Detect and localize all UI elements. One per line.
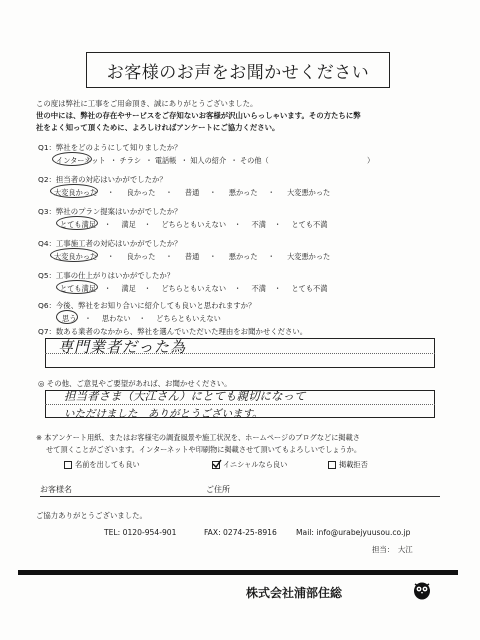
- other-comments-label: ◎ その他、ご意見やご要望があれば、お聞かせください。: [38, 379, 232, 388]
- name-option-full[interactable]: [64, 460, 140, 470]
- q4-option[interactable]: 普通: [184, 252, 200, 261]
- name-option-initials[interactable]: [212, 460, 287, 470]
- q2-option[interactable]: 悪かった: [228, 188, 258, 197]
- q6-option[interactable]: 思う: [62, 314, 77, 323]
- q4-option[interactable]: 大変良かった: [54, 252, 98, 261]
- publication-notice: [36, 432, 456, 456]
- q5-option[interactable]: 不満: [251, 284, 266, 293]
- q1-option[interactable]: 電話帳: [154, 156, 177, 165]
- page-title: お客様のお声をお聞かせください: [86, 52, 390, 88]
- q6-label: Q6：今後、弊社をお知り合いに紹介しても良いと思われますか？: [38, 301, 256, 310]
- name-option-refuse[interactable]: [328, 460, 368, 470]
- customer-name-line[interactable]: [40, 496, 192, 497]
- q3-option[interactable]: とても不満: [291, 220, 328, 229]
- q3-options: とても満足 ・ 満足 ・ どちらともいえない ・ 不満 ・ とても不満: [60, 220, 328, 229]
- checkbox-label: イニシャルなら良い: [223, 460, 288, 469]
- q1-option-close: ）: [367, 156, 375, 165]
- notice-line-2: せて頂くことがございます。インターネットや印刷物に掲載させて頂いてもよろしいでしょうか。: [46, 445, 362, 454]
- q6-option[interactable]: 思わない: [101, 314, 131, 323]
- q2-options: 大変良かった ・ 良かった ・ 普通 ・ 悪かった ・ 大変悪かった: [54, 188, 331, 197]
- check-mark-icon: [212, 459, 222, 469]
- q5-option[interactable]: とても満足: [60, 284, 96, 293]
- intro-text: [36, 98, 456, 134]
- address-line[interactable]: [180, 496, 440, 497]
- q2-option[interactable]: 大変良かった: [54, 188, 98, 197]
- q1-option[interactable]: インターネット: [56, 156, 106, 165]
- q1-option[interactable]: 知人の紹介: [190, 156, 227, 165]
- person-in-charge: 担当： 大江: [372, 545, 413, 554]
- q3-option[interactable]: 不満: [251, 220, 266, 229]
- comment-handwritten-line-2: いただけました ありがとうございます。: [64, 408, 263, 420]
- q3-option[interactable]: どちらともいえない: [161, 220, 227, 229]
- q5-label: Q5：工事の仕上がりはいかがでしたか？: [38, 271, 175, 280]
- q6-answer-circle: [56, 310, 78, 324]
- intro-line-3: 社をよく知って頂くために、よろしければアンケートにご協力ください。: [36, 123, 280, 132]
- q2-answer-circle: [50, 184, 98, 198]
- q4-options: 大変良かった ・ 良かった ・ 普通 ・ 悪かった ・ 大変悪かった: [54, 252, 331, 261]
- q5-option[interactable]: 満足: [121, 284, 136, 293]
- q4-option[interactable]: 悪かった: [228, 252, 258, 261]
- q4-answer-circle: [50, 248, 98, 262]
- q1-label: Q1：弊社をどのようにして知りましたか？: [38, 143, 182, 152]
- q5-option[interactable]: どちらともいえない: [161, 284, 227, 293]
- q3-option[interactable]: 満足: [121, 220, 136, 229]
- contact-tel: TEL: 0120-954-901: [104, 528, 177, 537]
- notice-line-1: ※ 本アンケート用紙、またはお客様宅の調査風景や施工状況を、ホームページのブログなどに掲載さ: [36, 433, 360, 442]
- company-name: 株式会社浦部住総: [246, 586, 343, 600]
- checkbox[interactable]: [64, 461, 72, 469]
- q5-answer-circle: [56, 280, 98, 294]
- q3-label: Q3：弊社のプラン提案はいかがでしたか？: [38, 207, 182, 216]
- contact-fax: FAX: 0274-25-8916: [204, 528, 277, 537]
- q3-answer-circle: [56, 216, 98, 230]
- address-label: ご住所: [206, 485, 230, 494]
- q2-option[interactable]: 普通: [184, 188, 200, 197]
- q7-label: Q7：数ある業者のなかから、弊社を選んでいただいた理由をお聞かせください。: [38, 327, 308, 336]
- q7-handwritten-answer: 専門業者だった為: [58, 338, 187, 356]
- customer-name-label: お客様名: [40, 485, 72, 494]
- q3-option[interactable]: とても満足: [60, 220, 96, 229]
- q1-option[interactable]: チラシ: [119, 156, 142, 165]
- q4-option[interactable]: 大変悪かった: [287, 252, 331, 261]
- comment-handwritten-line-1: 担当者さま（大江さん）にとても親切になって: [64, 389, 306, 403]
- contact-mail: Mail: info@urabejyuusou.co.jp: [296, 528, 411, 537]
- checkbox[interactable]: [328, 461, 336, 469]
- q5-option[interactable]: とても不満: [291, 284, 328, 293]
- q6-option[interactable]: どちらともいえない: [156, 314, 221, 323]
- thanks-text: ご協力ありがとうございました。: [36, 511, 147, 520]
- q1-option[interactable]: その他（: [239, 156, 269, 165]
- q2-option[interactable]: 大変悪かった: [287, 188, 331, 197]
- q2-option[interactable]: 良かった: [126, 188, 156, 197]
- q4-label: Q4：工事施工者の対応はいかがでしたか？: [38, 239, 182, 248]
- q1-options: インターネット ・ チラシ ・ 電話帳 ・ 知人の紹介 ・ その他（ ）: [56, 156, 375, 165]
- checkbox-label: 掲載拒否: [339, 460, 368, 469]
- q1-answer-circle: [52, 152, 92, 166]
- comment-divider: [45, 404, 435, 405]
- q4-option[interactable]: 良かった: [126, 252, 156, 261]
- q2-label: Q2：担当者の対応はいかがでしたか？: [38, 175, 167, 184]
- checkbox-checked[interactable]: [212, 461, 220, 469]
- owl-logo-icon: [412, 580, 432, 600]
- intro-line-1: この度は弊社に工事をご用命頂き、誠にありがとうございました。: [36, 99, 258, 108]
- footer-bar: [18, 570, 458, 575]
- q5-options: とても満足 ・ 満足 ・ どちらともいえない ・ 不満 ・ とても不満: [60, 284, 328, 293]
- intro-line-2: 世の中には、弊社の存在やサービスをご存知ないお客様が沢山いらっしゃいます。その方たちに弊: [36, 111, 361, 120]
- checkbox-label: 名前を出しても良い: [75, 460, 140, 469]
- q6-options: 思う ・ 思わない ・ どちらともいえない: [62, 314, 221, 323]
